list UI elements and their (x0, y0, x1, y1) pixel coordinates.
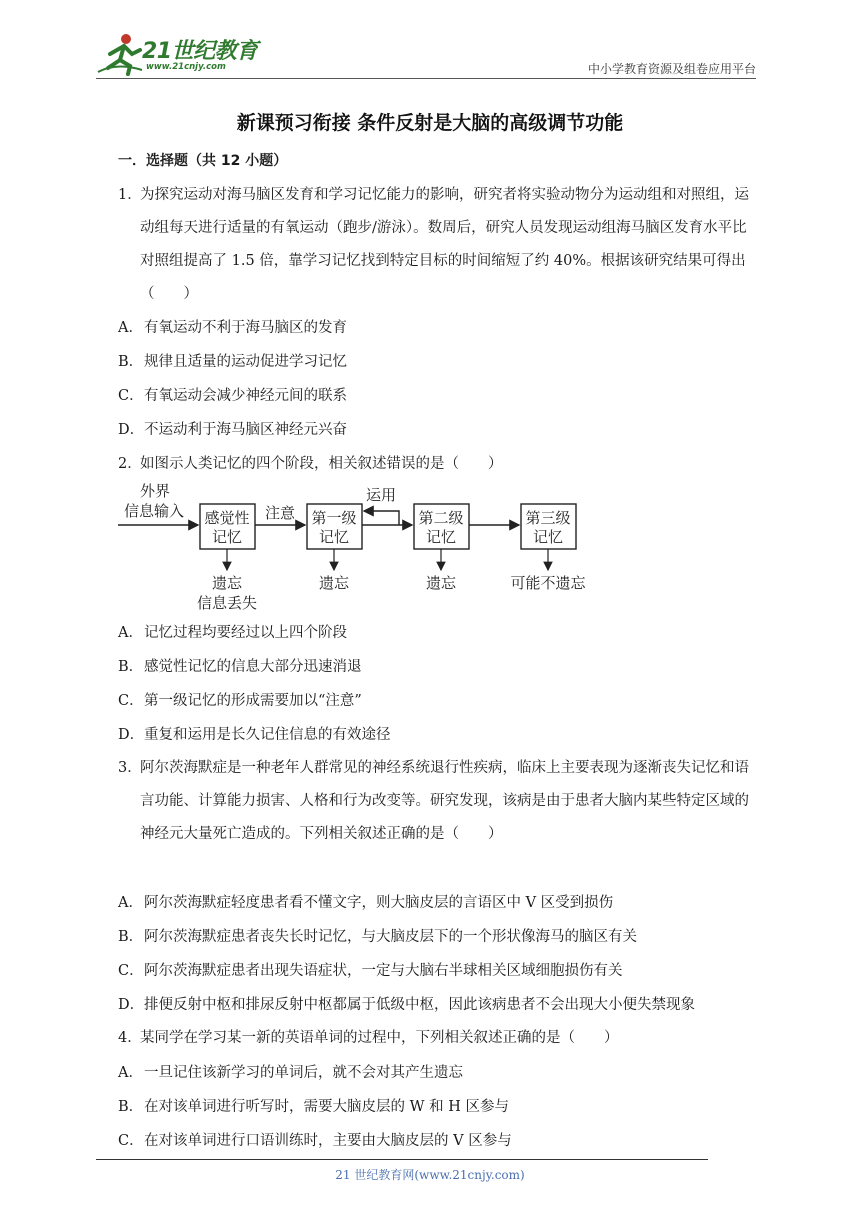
option-letter: B． (118, 659, 144, 675)
question-4 (118, 1022, 764, 1055)
page-title: 新课预习衔接 条件反射是大脑的高级调节功能 (236, 112, 624, 134)
out1-line2: 信息丢失 (196, 594, 258, 612)
logo-url: www.21cnjy.com (146, 62, 226, 72)
option-text: 感觉性记忆的信息大部分迅速消退 (144, 659, 362, 675)
option-b[interactable] (118, 352, 347, 372)
box2-line2: 记忆 (318, 528, 350, 546)
option-letter: D． (118, 997, 145, 1013)
option-text: 排便反射中枢和排尿反射中枢都属于低级中枢，因此该病患者不会出现大小便失禁现象 (144, 997, 695, 1013)
out1-line1: 遗忘 (211, 574, 243, 592)
option-letter: C． (118, 1133, 144, 1149)
box4-line1: 第三级 (525, 509, 571, 527)
option-letter: C． (118, 388, 144, 404)
site-logo (96, 32, 266, 76)
stem-line: 如图示人类记忆的四个阶段，相关叙述错误的是（ ） (140, 456, 503, 472)
box1-line1: 感觉性 (204, 509, 250, 527)
question-number: 4． (118, 1030, 142, 1046)
box3-line1: 第二级 (418, 509, 464, 527)
stem-line: 言功能、计算能力损害、人格和行为改变等。研究发现，该病是由于患者大脑内某些特定区域的 (140, 793, 749, 809)
runner-icon (96, 32, 144, 76)
question-stem (118, 1022, 764, 1055)
option-text: 第一级记忆的形成需要加以“注意” (144, 693, 362, 709)
option-text: 规律且适量的运动促进学习记忆 (144, 354, 347, 370)
option-text: 在对该单词进行口语训练时，主要由大脑皮层的 V 区参与 (144, 1133, 512, 1149)
section-heading: 一．选择题（共 12 小题） (118, 153, 288, 169)
option-text: 一旦记住该新学习的单词后，就不会对其产生遗忘 (144, 1065, 463, 1081)
option-text: 有氧运动不利于海马脑区的发育 (144, 320, 347, 336)
out3: 遗忘 (425, 574, 457, 592)
option-c[interactable] (118, 1131, 512, 1151)
option-letter: D． (118, 727, 145, 743)
option-b[interactable] (118, 927, 637, 947)
stem-line: 对照组提高了 1.5 倍，靠学习记忆找到特定目标的时间缩短了约 40%。根据该研究结果可得出 (140, 253, 746, 269)
platform-name: 中小学教育资源及组卷应用平台 (587, 62, 756, 76)
question-stem (118, 448, 764, 481)
option-d[interactable] (118, 420, 347, 440)
option-letter: D． (118, 422, 145, 438)
question-number: 2． (118, 456, 142, 472)
option-letter: A． (118, 1065, 143, 1081)
option-d[interactable] (118, 995, 695, 1015)
question-number: 1． (118, 187, 142, 203)
stem-line: 某同学在学习某一新的英语单词的过程中，下列相关叙述正确的是（ ） (140, 1030, 619, 1046)
option-text: 阿尔茨海默症轻度患者看不懂文字，则大脑皮层的言语区中 V 区受到损伤 (144, 895, 614, 911)
out4: 可能不遗忘 (510, 574, 586, 592)
input-label-1: 外界 (140, 482, 171, 500)
box4-line2: 记忆 (532, 528, 564, 546)
option-a[interactable] (118, 1063, 463, 1083)
use-label: 运用 (366, 486, 397, 504)
question-number: 3． (118, 760, 142, 776)
option-c[interactable] (118, 691, 362, 711)
page-footer[interactable]: 21 世纪教育网(www.21cnjy.com) (335, 1168, 525, 1182)
question-1 (118, 179, 764, 311)
option-text: 重复和运用是长久记住信息的有效途径 (144, 727, 391, 743)
stem-line: 神经元大量死亡造成的。下列相关叙述正确的是（ ） (140, 826, 503, 842)
option-text: 有氧运动会减少神经元间的联系 (144, 388, 347, 404)
option-a[interactable] (118, 893, 613, 913)
option-letter: C． (118, 693, 144, 709)
question-stem (118, 752, 764, 851)
box2-line1: 第一级 (311, 509, 357, 527)
box3-line2: 记忆 (425, 528, 457, 546)
question-stem (118, 179, 764, 311)
input-label-2: 信息输入 (124, 502, 185, 520)
stem-line: 阿尔茨海默症是一种老年人群常见的神经系统退行性疾病，临床上主要表现为逐渐丧失记忆和语 (140, 760, 749, 776)
option-text: 阿尔茨海默症患者丧失长时记忆，与大脑皮层下的一个形状像海马的脑区有关 (144, 929, 637, 945)
stem-line: （ ） (140, 286, 198, 302)
memory-stages-diagram (114, 478, 614, 618)
option-a[interactable] (118, 318, 347, 338)
header-divider (96, 78, 756, 79)
attention-label: 注意 (265, 504, 296, 522)
footer-divider (96, 1159, 708, 1160)
use-feedback-arrow (364, 511, 399, 525)
option-letter: B． (118, 354, 144, 370)
option-b[interactable] (118, 1097, 509, 1117)
option-d[interactable] (118, 725, 391, 745)
option-c[interactable] (118, 386, 347, 406)
question-2 (118, 448, 764, 481)
stem-line: 为探究运动对海马脑区发育和学习记忆能力的影响，研究者将实验动物分为运动组和对照组，运 (140, 187, 749, 203)
option-text: 阿尔茨海默症患者出现失语症状，一定与大脑右半球相关区域细胞损伤有关 (144, 963, 623, 979)
option-letter: A． (118, 320, 143, 336)
option-letter: B． (118, 929, 144, 945)
option-text: 不运动利于海马脑区神经元兴奋 (144, 422, 347, 438)
logo-text: 21世纪教育 (142, 39, 258, 64)
out2: 遗忘 (318, 574, 350, 592)
option-letter: A． (118, 895, 143, 911)
option-text: 记忆过程均要经过以上四个阶段 (144, 625, 347, 641)
option-a[interactable] (118, 623, 347, 643)
stem-line: 动组每天进行适量的有氧运动（跑步/游泳）。数周后，研究人员发现运动组海马脑区发育水平比 (140, 220, 747, 236)
option-text: 在对该单词进行听写时，需要大脑皮层的 W 和 H 区参与 (144, 1099, 509, 1115)
question-3 (118, 752, 764, 851)
option-letter: B． (118, 1099, 144, 1115)
page-header (96, 32, 756, 80)
box1-line2: 记忆 (211, 528, 243, 546)
option-c[interactable] (118, 961, 623, 981)
option-letter: A． (118, 625, 143, 641)
option-letter: C． (118, 963, 144, 979)
option-b[interactable] (118, 657, 362, 677)
